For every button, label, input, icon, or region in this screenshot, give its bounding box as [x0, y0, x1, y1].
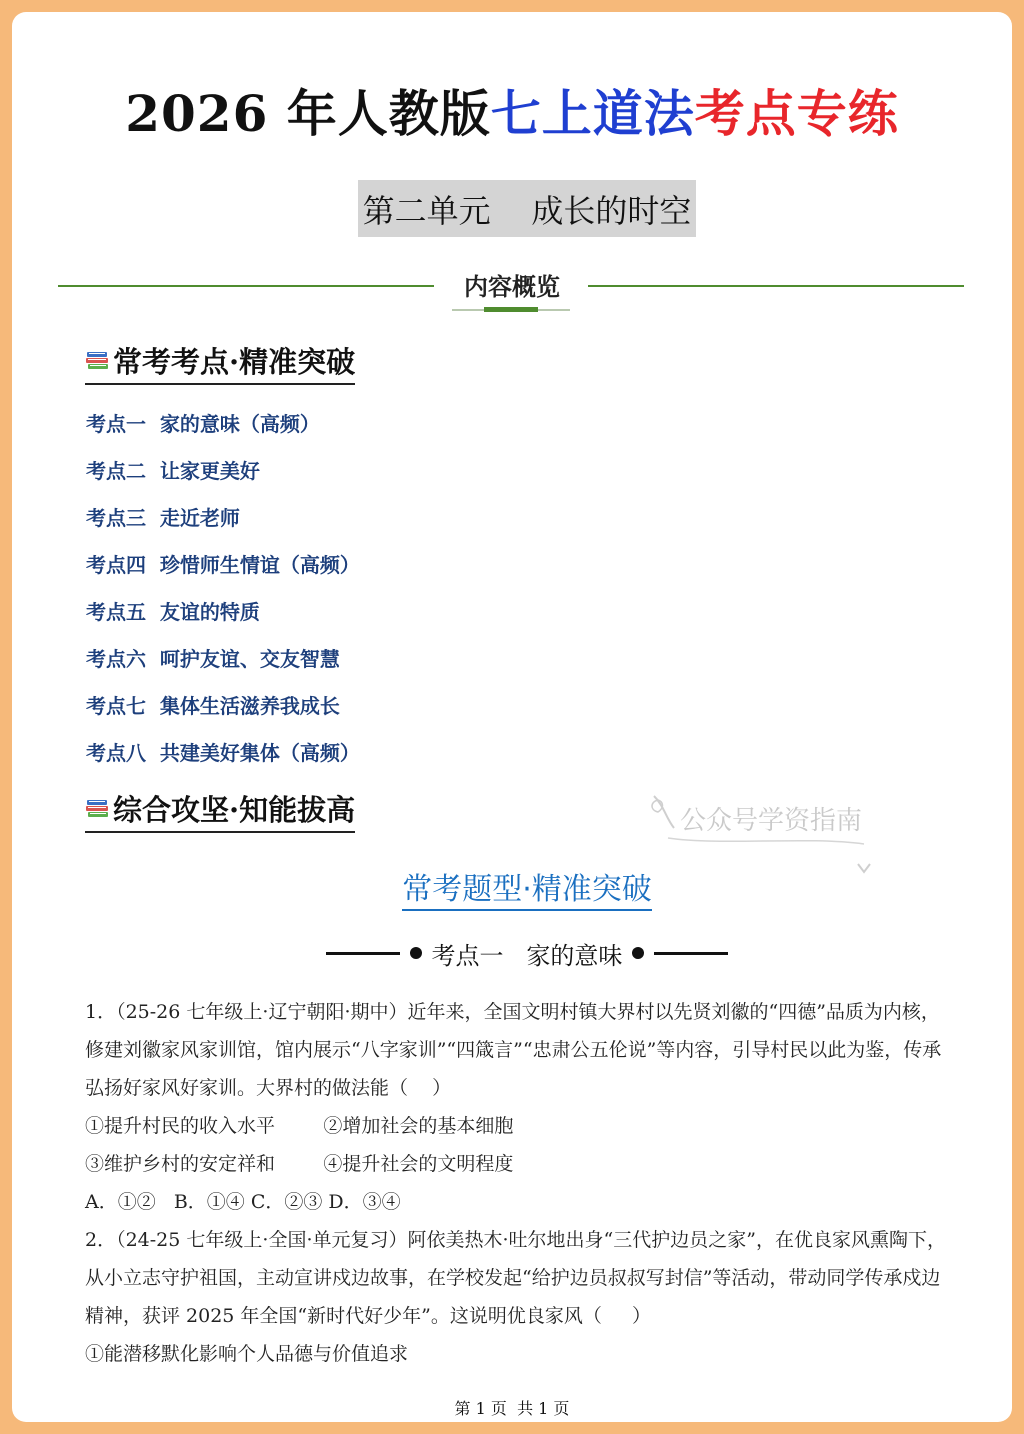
title-part-black: 2026 年人教版 — [125, 84, 491, 143]
question-line: 修建刘徽家风家训馆，馆内展示“八字家训”“四箴言”“忠肃公五伦说”等内容，引导村民以此为鉴，传承 — [85, 1039, 942, 1061]
key-point-item: 考点七 集体生活滋养我成长 — [86, 694, 340, 718]
divider-right — [588, 285, 964, 287]
overview-heading: 内容概览 — [464, 273, 560, 301]
key-point-item: 考点二 让家更美好 — [86, 459, 260, 483]
divider-left — [58, 285, 434, 287]
document-page — [12, 12, 1012, 1422]
title-part-blue: 七上道法 — [490, 84, 695, 143]
section-title: 常考考点·精准突破 — [113, 345, 356, 379]
subtitle — [12, 864, 1012, 908]
question-line: 1．（25-26 七年级上·辽宁朝阳·期中）近年来，全国文明村镇大界村以先贤刘徽的“四德”品质为内核， — [85, 1001, 940, 1023]
overview-underline — [452, 309, 570, 311]
watermark-text: 公众号学资指南 — [680, 806, 863, 836]
books-icon — [85, 797, 111, 821]
bullet-icon — [410, 947, 422, 959]
question-line: 从小立志守护祖国，主动宣讲戍边故事，在学校发起“给护边员叔叔写封信”等活动，带动同学传承戍边 — [85, 1267, 941, 1289]
answer-choices: A．①② B．①④ C．②③ D．③④ — [85, 1191, 401, 1213]
key-point-item: 考点八 共建美好集体（高频） — [86, 741, 360, 765]
bullet-icon — [632, 947, 644, 959]
section-heading-key-points — [85, 340, 355, 385]
key-point-item: 考点三 走近老师 — [86, 506, 240, 530]
key-point-item: 考点一 家的意味（高频） — [86, 412, 320, 436]
option-line: ①能潜移默化影响个人品德与价值追求 — [85, 1343, 409, 1365]
key-point-item: 考点六 呵护友谊、交友智慧 — [86, 647, 340, 671]
question-line: 精神，获评 2025 年全国“新时代好少年”。这说明优良家风（ ） — [85, 1305, 652, 1327]
question-line: 2．（24-25 七年级上·全国·单元复习）阿依美热木·吐尔地出身“三代护边员之家”，在优良家风熏陶下， — [85, 1229, 946, 1251]
key-point-item: 考点五 友谊的特质 — [86, 600, 260, 624]
title-part-red: 考点专练 — [694, 84, 899, 143]
unit-heading: 第二单元 成长的时空 — [358, 180, 696, 237]
subtitle-text: 常考题型·精准突破 — [402, 872, 652, 911]
section-title: 综合攻坚·知能拔高 — [113, 793, 356, 827]
option-line: ③维护乡村的安定祥和 ④提升社会的文明程度 — [85, 1153, 514, 1175]
key-point-divider — [312, 937, 742, 969]
books-icon — [85, 349, 111, 373]
key-point-item: 考点四 珍惜师生情谊（高频） — [86, 553, 360, 577]
section-heading-comprehensive — [85, 788, 355, 833]
page-footer: 第 1 页 共 1 页 — [454, 1399, 570, 1418]
key-point-heading: 考点一 家的意味 — [431, 941, 623, 970]
page-title — [12, 74, 1012, 146]
option-line: ①提升村民的收入水平 ②增加社会的基本细胞 — [85, 1115, 514, 1137]
question-line: 弘扬好家风好家训。大界村的做法能（ ） — [85, 1077, 452, 1099]
